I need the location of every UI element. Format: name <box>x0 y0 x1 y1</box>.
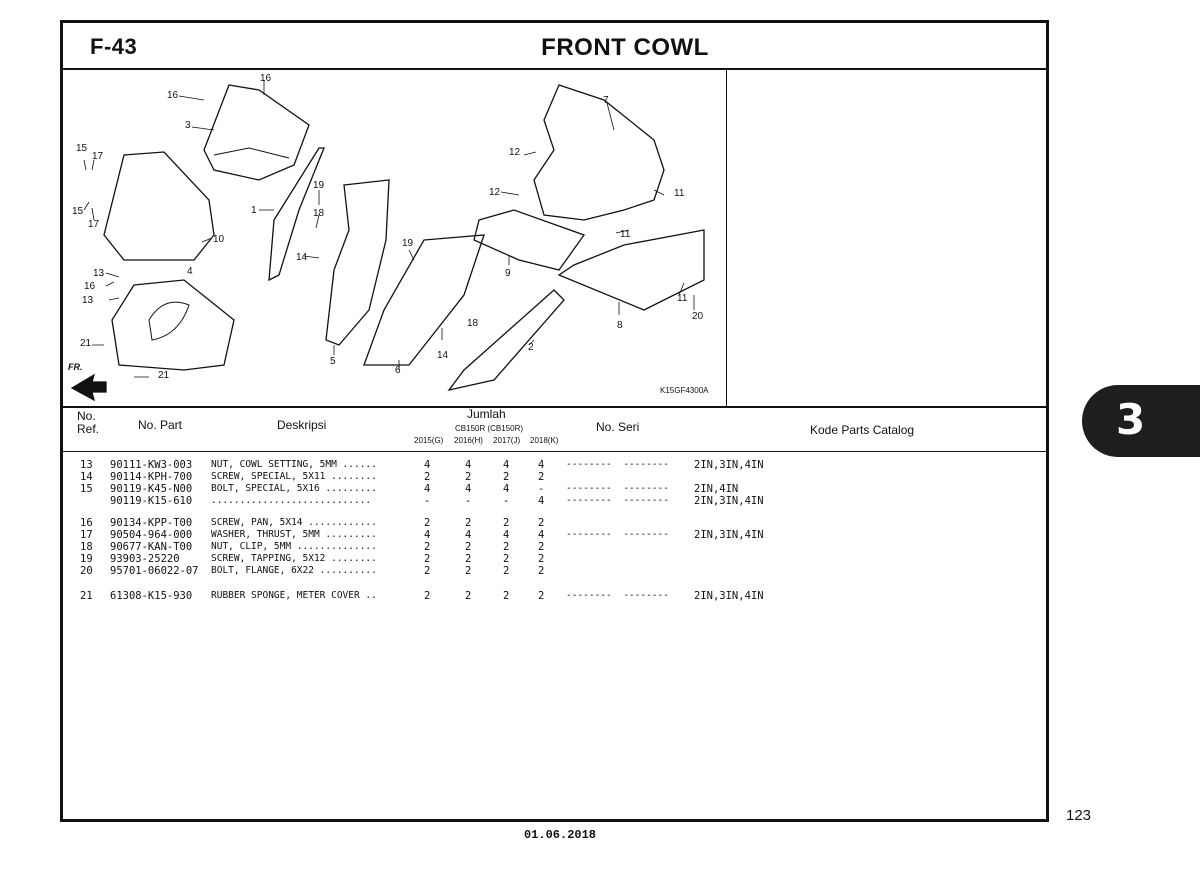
header-deskripsi: Deskripsi <box>277 418 327 432</box>
row-qty: 4 <box>503 459 510 471</box>
row-description: WASHER, THRUST, 5MM ......... <box>211 529 377 540</box>
page-title-text: FRONT COWL <box>541 34 709 61</box>
callout-number: 15 <box>76 143 88 154</box>
row-qty: 2 <box>538 565 545 577</box>
row-qty: 2 <box>424 553 431 565</box>
row-qty: 2 <box>503 517 510 529</box>
part-meter-cover <box>112 280 234 370</box>
fr-label: FR. <box>68 362 83 372</box>
callout-number: 11 <box>677 293 688 304</box>
row-description: BOLT, FLANGE, 6X22 .......... <box>211 565 377 576</box>
row-qty: 2 <box>503 565 510 577</box>
row-qty: 2 <box>538 590 545 602</box>
row-catalog-code: 2IN,3IN,4IN <box>694 495 764 507</box>
row-qty: 2 <box>538 553 545 565</box>
row-qty: 4 <box>503 483 510 495</box>
part-visor <box>204 85 309 180</box>
row-qty: - <box>424 495 431 507</box>
row-ref: 21 <box>80 590 93 602</box>
row-qty: 2 <box>465 553 472 565</box>
row-qty: 2 <box>503 541 510 553</box>
figure-code: K15GF4300A <box>660 386 709 395</box>
header-year-2018: 2018(K) <box>530 436 559 445</box>
callout-number: 19 <box>313 180 325 191</box>
row-catalog-code: 2IN,3IN,4IN <box>694 529 764 541</box>
table-header-line <box>63 451 1046 452</box>
part-plate <box>474 210 584 270</box>
callout-number: 10 <box>213 234 225 245</box>
row-part-number: 90114-KPH-700 <box>110 471 193 483</box>
callout-number: 16 <box>167 90 179 101</box>
row-description: BOLT, SPECIAL, 5X16 ......... <box>211 483 377 494</box>
row-catalog-code: 2IN,3IN,4IN <box>694 459 764 471</box>
part-inner-cover <box>326 180 389 345</box>
row-qty: 2 <box>465 541 472 553</box>
section-tab <box>1082 385 1200 457</box>
row-qty: - <box>503 495 510 507</box>
row-qty: 4 <box>538 529 545 541</box>
callout-number: 19 <box>402 238 414 249</box>
section-tab-number: 3 <box>1116 395 1146 444</box>
callout-number: 17 <box>92 151 104 162</box>
header-year-2017: 2017(J) <box>493 436 521 445</box>
row-qty: 4 <box>538 459 545 471</box>
callout-number: 18 <box>467 318 479 329</box>
row-qty: 2 <box>503 471 510 483</box>
row-qty: - <box>465 495 472 507</box>
callout-number: 12 <box>509 147 521 158</box>
row-qty: 4 <box>465 459 472 471</box>
page-title <box>0 34 1200 62</box>
row-ref: 20 <box>80 565 93 577</box>
callout-number: 1 <box>251 205 257 216</box>
row-serial: -------- -------- <box>566 495 669 506</box>
row-serial: -------- -------- <box>566 529 669 540</box>
callout-number: 17 <box>88 219 100 230</box>
row-qty: - <box>538 483 545 495</box>
part-garnish <box>449 290 564 390</box>
row-qty: 2 <box>424 590 431 602</box>
callout-number: 12 <box>489 187 501 198</box>
header-year-2015: 2015(G) <box>414 436 444 445</box>
row-description: SCREW, TAPPING, 5X12 ........ <box>211 553 377 564</box>
callout-number: 5 <box>330 356 336 367</box>
row-qty: 2 <box>538 471 545 483</box>
diagram-divider <box>726 69 727 407</box>
header-jumlah: Jumlah <box>467 407 506 421</box>
row-qty: 2 <box>465 517 472 529</box>
row-serial: -------- -------- <box>566 590 669 601</box>
callout-number: 13 <box>93 268 105 279</box>
header-no-ref: No. Ref. <box>77 409 100 436</box>
row-part-number: 90134-KPP-T00 <box>110 517 193 529</box>
row-qty: 2 <box>424 541 431 553</box>
row-qty: 4 <box>503 529 510 541</box>
callout-number: 11 <box>620 229 631 240</box>
page-number: 123 <box>1066 807 1092 824</box>
header-model: CB150R (CB150R) <box>455 424 524 433</box>
row-part-number: 90504-964-000 <box>110 529 193 541</box>
row-qty: 4 <box>424 529 431 541</box>
row-part-number: 90677-KAN-T00 <box>110 541 193 553</box>
callout-number: 16 <box>84 281 96 292</box>
row-part-number: 90111-KW3-003 <box>110 459 193 471</box>
row-qty: 4 <box>538 495 545 507</box>
row-serial: -------- -------- <box>566 459 669 470</box>
header-year-2016: 2016(H) <box>454 436 483 445</box>
print-date: 01.06.2018 <box>523 828 596 842</box>
callout-number: 6 <box>395 365 401 376</box>
row-part-number: 95701-06022-07 <box>110 565 199 577</box>
row-description: SCREW, PAN, 5X14 ............ <box>211 517 377 528</box>
row-description: RUBBER SPONGE, METER COVER .. <box>211 590 377 601</box>
callout-number: 16 <box>260 73 272 84</box>
callout-number: 18 <box>313 208 325 219</box>
row-part-number: 90119-K45-N00 <box>110 483 193 495</box>
row-catalog-code: 2IN,3IN,4IN <box>694 590 764 602</box>
row-qty: 2 <box>424 517 431 529</box>
row-part-number: 93903-25220 <box>110 553 180 565</box>
row-ref: 13 <box>80 459 93 471</box>
callout-number: 3 <box>185 120 191 131</box>
callout-number: 14 <box>437 350 449 361</box>
callout-number: 21 <box>80 338 92 349</box>
callout-number: 21 <box>158 370 170 381</box>
callout-number: 8 <box>617 320 623 331</box>
row-qty: 2 <box>465 565 472 577</box>
part-stay <box>534 85 664 220</box>
header-kode: Kode Parts Catalog <box>810 423 915 437</box>
row-ref: 14 <box>80 471 93 483</box>
row-ref: 16 <box>80 517 93 529</box>
callout-number: 9 <box>505 268 511 279</box>
header-no-part: No. Part <box>138 418 183 432</box>
row-qty: 2 <box>503 553 510 565</box>
callout-number: 15 <box>72 206 84 217</box>
row-description: NUT, COWL SETTING, 5MM ...... <box>211 459 377 470</box>
row-qty: 4 <box>424 459 431 471</box>
callout-number: 2 <box>528 342 534 353</box>
row-qty: 2 <box>538 517 545 529</box>
callout-number: 20 <box>692 311 704 322</box>
row-qty: 4 <box>465 483 472 495</box>
row-part-number: 90119-K15-610 <box>110 495 193 507</box>
callout-number: 7 <box>603 95 609 106</box>
row-part-number: 61308-K15-930 <box>110 590 193 602</box>
callout-number: 14 <box>296 252 308 263</box>
row-description: SCREW, SPECIAL, 5X11 ........ <box>211 471 377 482</box>
row-description: ............................ <box>211 495 372 506</box>
header-no-seri: No. Seri <box>596 420 640 434</box>
row-qty: 4 <box>465 529 472 541</box>
row-qty: 2 <box>424 471 431 483</box>
callout-number: 11 <box>674 188 685 199</box>
row-ref: 18 <box>80 541 93 553</box>
row-qty: 2 <box>503 590 510 602</box>
part-windscreen <box>104 152 214 260</box>
row-serial: -------- -------- <box>566 483 669 494</box>
row-ref: 17 <box>80 529 93 541</box>
row-qty: 2 <box>465 471 472 483</box>
diagram-bottom-line <box>63 406 1046 408</box>
callout-number: 13 <box>82 295 94 306</box>
row-description: NUT, CLIP, 5MM .............. <box>211 541 377 552</box>
row-ref: 15 <box>80 483 93 495</box>
row-qty: 4 <box>424 483 431 495</box>
row-ref: 19 <box>80 553 93 565</box>
callout-number: 4 <box>187 266 193 277</box>
row-qty: 2 <box>465 590 472 602</box>
row-qty: 2 <box>424 565 431 577</box>
row-catalog-code: 2IN,4IN <box>694 483 739 495</box>
page-code: F-43 <box>90 34 138 59</box>
row-qty: 2 <box>538 541 545 553</box>
